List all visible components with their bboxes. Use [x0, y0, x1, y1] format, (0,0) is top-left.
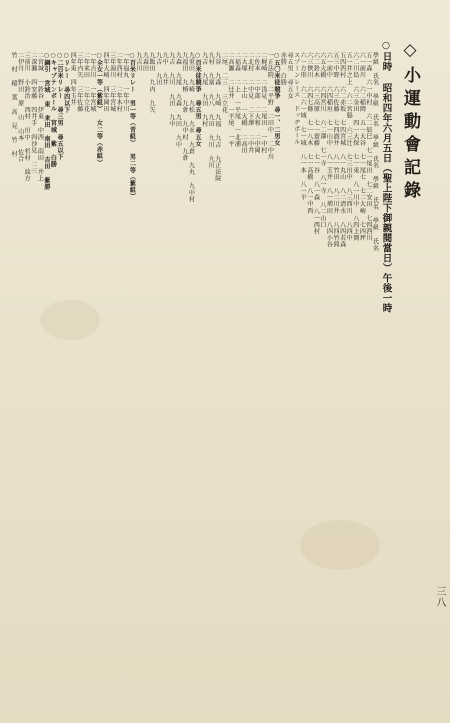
record-column: 四年大崎 四年岡田: [102, 52, 110, 113]
record-column: 五三中野 六三佐藤 七四酒井 八一竹田 八二川井 八四竹間: [332, 52, 340, 248]
record-column: 六一方形 六二六一城 七一城 八一本 八一平: [299, 52, 307, 201]
record-column: 九福田 九椿 九倉 九中村 九倉: [180, 52, 188, 162]
record-column: 二尾 二三 三立花: [220, 52, 228, 114]
event-header: ○五〇米徒競爭 尋一、二男女: [272, 52, 280, 147]
record-column: 九森 九尾 九森 九田 九中: [174, 52, 182, 148]
record-column: 一年吉川 一年宮城: [88, 52, 96, 113]
record-column: 三年湯川 三年宮城: [108, 52, 116, 113]
event-header: ○百米徒競爭 尋五男 尋五女: [194, 52, 202, 148]
record-column: 二伊丹 野田 原 山 山本 佐合: [16, 52, 24, 163]
record-column: 九重田 九崎 九松 九永 九倉 九丸 九中村: [187, 52, 195, 203]
record-column: 四年東 四年玉井: [69, 52, 77, 106]
record-column: 二北村 二中見 二下澤 二中井: [246, 52, 254, 154]
record-column: 六三狹川 六四七條 七一八木 七一高橋 八一中西: [305, 52, 313, 214]
record-column: 九吉川: [134, 52, 142, 72]
record-column: 五一井之上 六二宮脇 六三辻 七三田中 八三西川 八四中: [345, 52, 353, 242]
record-column: 六一前川 六二稲岡 五一大谷 七一尾七 七二大崎 七四坪: [358, 52, 366, 242]
record-column: 學級 氏名 學級 氏名 學級 氏名 學級 氏名 學級 氏名: [371, 52, 379, 252]
record-column: 二福森 二上 一平尾 一北浦: [233, 52, 241, 148]
record-column: 九中 九井: [161, 52, 169, 86]
record-column: 二年来田 二年立花: [82, 52, 90, 113]
record-column: 三年内矢 三年佐藤: [75, 52, 83, 113]
event-header: ○キャプテンボール 宮城 紫 白勝: [49, 52, 57, 168]
record-column: スプーンレース ドッヂボール: [292, 52, 300, 146]
record-column: 尋五男 尋五女: [286, 52, 294, 100]
event-header: ○二百米リレー 尋三男 尋五以下: [56, 52, 64, 161]
event-header: ○リレー 尋四以下: [62, 52, 70, 114]
event-header: ○全女一等（紫組） 女二等（赤組）: [95, 52, 103, 166]
record-column: 一正法院 二平野 二田中 二中川: [266, 52, 274, 161]
record-column: 九飯田 九内 九矢: [148, 52, 156, 114]
record-column: 一年福丸 一年中川: [121, 52, 129, 113]
record-column: 五一森 六一中村 六二辰巳 七一尾田 七二安田 七四西川: [364, 52, 372, 242]
event-header: ○綱引 宮城 東 来田 南田 吉田 紫勝: [42, 52, 50, 191]
document-title: ◇小運動會記錄: [400, 40, 420, 204]
record-column: 九吉 九川 九田 九中: [167, 52, 175, 128]
event-header: ○百米リレー 男一等（青組） 男二等（紫組）: [128, 52, 136, 200]
page-number: 三八: [434, 586, 445, 608]
record-column: 五四西村 六二赤坂 七四宮城 八一丸山 八二清水 八四若森: [338, 52, 346, 248]
record-column: 九吉 九尾 九田 九村: [200, 52, 208, 128]
record-column: 六二鈴木 六三高原 七一齋藤 七一谷 八一森 八一西村: [312, 52, 320, 235]
record-column: 二佐本 二中部 二大和 二中岡: [253, 52, 261, 154]
record-column: 赤勝 白勝: [279, 52, 287, 86]
record-column: 九森田: [141, 52, 149, 72]
record-column: 九村 九富 九八 九田 九川 九川: [207, 52, 215, 169]
record-column: 六一前中 六四稲垣 七一山中 八一玉井 八一増田 八四小谷: [325, 52, 333, 248]
record-column: 二宮城 一鈴谷 伊東 中西 雨田 井上: [36, 52, 44, 182]
record-column: 六五大橋 六四宮川 六二澤 七一寺 八一寺 八二山口: [318, 52, 326, 229]
date-line: ○日時 昭和四年六月五日（聖上陛下御親閱當日）午後一時: [380, 40, 392, 313]
record-column: 二大塚 二上山 一大橋 二高田: [240, 52, 248, 154]
record-column: 二年西村 二年木村: [115, 52, 123, 113]
record-column: 二深瀬 四安藤 四井手 四沙見 二三: [29, 52, 37, 175]
record-column: 二高瀬 二辻井 一平尾 一平: [226, 52, 234, 148]
record-column: 九谷 九森 九崎 九福 九吉 九正法院: [213, 52, 221, 182]
record-column: 三前川 小鈴治 西村 田中 杉村 綾方: [23, 52, 31, 182]
record-column: 二梶崎 二浅見 二尾田 一中村: [259, 52, 267, 154]
record-column: 六二川島 六三金田 四一大保 七一東 八一川中 八四上岡: [351, 52, 359, 242]
record-column: 九吉 九田: [154, 52, 162, 86]
record-column: 竹 村 稲 葉 高 見 竹 村: [10, 52, 18, 158]
